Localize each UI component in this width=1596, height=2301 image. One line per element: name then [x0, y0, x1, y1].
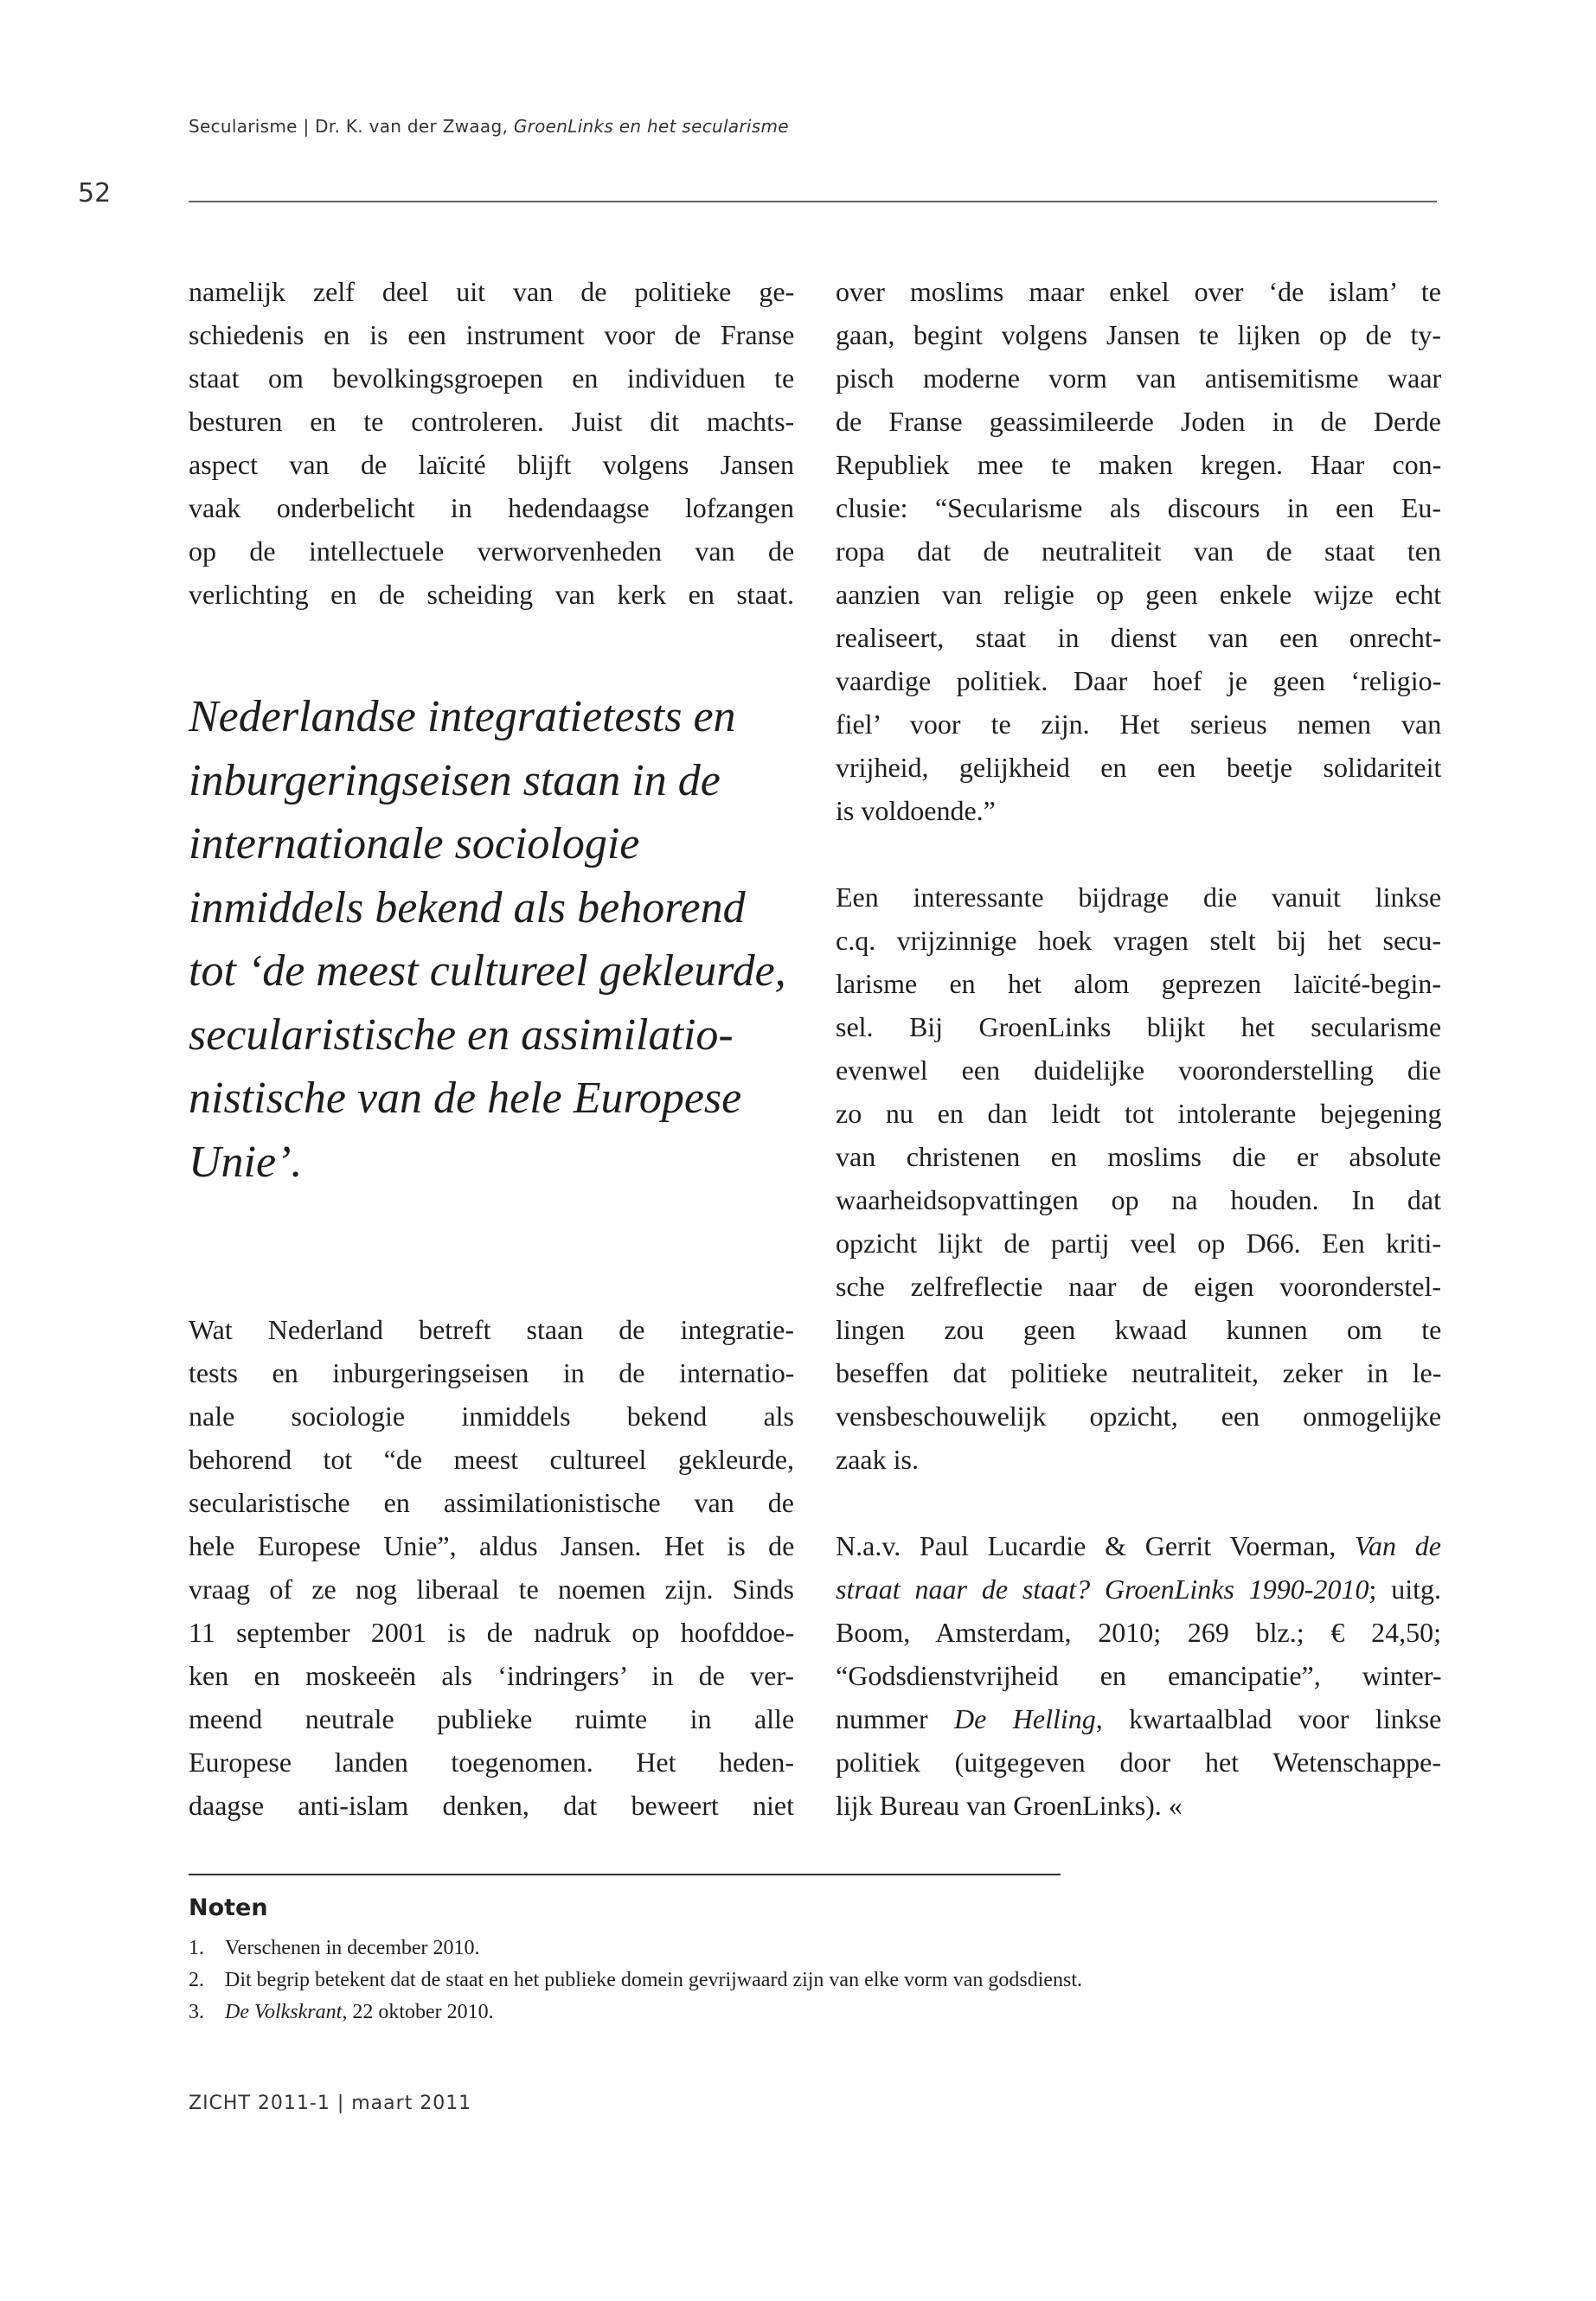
text-line: sel. Bij GroenLinks blijkt het secularisme	[836, 1011, 1442, 1042]
text-line: namelijk zelf deel uit van de politieke ge-	[189, 276, 795, 307]
left-column-para-1	[189, 270, 794, 616]
text-line: daagse anti-islam denken, dat beweert niet	[189, 1790, 794, 1821]
text-line: vensbeschouwelijk opzicht, een onmogelijke	[836, 1400, 1442, 1432]
citation-text: nummer	[836, 1703, 955, 1734]
text-line: lijk Bureau van GroenLinks). «	[836, 1790, 1183, 1821]
text-line: gaan, begint volgens Jansen te lijken op de ty-	[836, 319, 1441, 350]
header-rule	[189, 201, 1437, 202]
pull-quote-line: Nederlandse integratietests en	[189, 692, 736, 741]
running-head	[189, 116, 789, 137]
text-line: staat om bevolkingsgroepen en individuen te	[189, 362, 795, 394]
text-line: sche zelfreflectie naar de eigen vooronderstel-	[836, 1271, 1441, 1302]
text-line: Een interessante bijdrage die vanuit linkse	[836, 881, 1442, 913]
note-number: 1.	[189, 1937, 204, 1959]
text-line: Wat Nederland betreft staan de integratie-	[189, 1314, 794, 1345]
text-line: Boom, Amsterdam, 2010; 269 blz.; € 24,50;	[836, 1617, 1441, 1648]
note-item	[189, 1932, 1082, 1965]
citation-authors: N.a.v. Paul Lucardie & Gerrit Voerman,	[836, 1530, 1356, 1561]
text-line: schiedenis en is een instrument voor de Franse	[189, 319, 795, 350]
running-head-separator: |	[303, 116, 310, 137]
pull-quote	[189, 685, 811, 1194]
note-number: 2.	[189, 1969, 204, 1991]
text-line: zo nu en dan leidt tot intolerante bejegening	[836, 1098, 1442, 1129]
note-text: , 22 oktober 2010.	[342, 2001, 494, 2023]
text-line	[836, 1524, 1441, 1567]
text-line: “Godsdienstvrijheid en emancipatie”, winter-	[836, 1660, 1442, 1691]
text-line: verlichting en de scheiding van kerk en staat.	[189, 579, 794, 610]
running-head-title: GroenLinks en het secularisme	[513, 116, 789, 137]
text-line: clusie: “Secularisme als discours in een Eu-	[836, 492, 1441, 523]
footer-journal: ZICHT 2011-1	[189, 2093, 330, 2114]
text-line: vaardige politiek. Daar hoef je geen ‘religio-	[836, 665, 1442, 696]
page-number: 52	[78, 178, 112, 208]
text-line: Europese landen toegenomen. Het heden-	[189, 1747, 795, 1778]
text-line: Republiek mee te maken kregen. Haar con-	[836, 449, 1442, 480]
text-line: secularistische en assimilationistische van de	[189, 1487, 794, 1518]
magazine-title: De Helling	[954, 1703, 1096, 1734]
pull-quote-line: secularistische en assimilatio-	[189, 1009, 734, 1060]
note-item	[189, 1965, 1082, 1997]
running-head-section: Secularisme	[189, 116, 298, 137]
text-line: de Franse geassimileerde Joden in de Derde	[836, 406, 1441, 437]
left-column-para-2	[189, 1308, 794, 1827]
page-footer	[189, 2093, 471, 2114]
paragraph	[189, 270, 794, 616]
text-line	[836, 1697, 1441, 1740]
text-line: politiek (uitgegeven door het Wetenschappe-	[836, 1747, 1441, 1778]
text-line: pisch moderne vorm van antisemitisme waar	[836, 362, 1442, 394]
text-line: hele Europese Unie”, aldus Jansen. Het is de	[189, 1530, 795, 1561]
text-line: besturen en te controleren. Juist dit machts-	[189, 406, 795, 437]
text-line	[836, 1567, 1441, 1611]
citation-text: , kwartaalblad voor linkse	[1095, 1703, 1442, 1734]
pull-quote-line: nistische van de hele Europese	[189, 1074, 742, 1123]
text-line: larisme en het alom geprezen laïcité-begin-	[836, 968, 1441, 999]
text-line: van christenen en moslims die er absolute	[836, 1141, 1441, 1172]
text-line: c.q. vrijzinnige hoek vragen stelt bij het secu-	[836, 925, 1441, 956]
paragraph	[189, 1308, 794, 1827]
text-line: meend neutrale publieke ruimte in alle	[189, 1703, 795, 1734]
text-line: is voldoende.”	[836, 795, 996, 826]
right-column-para-1	[836, 270, 1441, 832]
text-line: fiel’ voor te zijn. Het serieus nemen van	[836, 708, 1442, 740]
note-item	[189, 1997, 1082, 2029]
pull-quote-line: internationale sociologie	[189, 819, 640, 868]
text-line: nale sociologie inmiddels bekend als	[189, 1400, 794, 1432]
text-line: tests en inburgeringseisen in de internatio-	[189, 1357, 795, 1388]
notes-title: Noten	[189, 1894, 268, 1921]
note-text: Verschenen in december 2010.	[225, 1937, 480, 1959]
footer-date: maart 2011	[351, 2093, 472, 2114]
text-line: lingen zou geen kwaad kunnen om te	[836, 1314, 1442, 1345]
book-title-part: straat naar de staat? GroenLinks 1990-2010	[836, 1574, 1369, 1605]
text-line: ropa dat de neutraliteit van de staat ten	[836, 535, 1441, 567]
pull-quote-line: tot ‘de meest cultureel gekleurde,	[189, 946, 786, 996]
notes-list	[189, 1932, 1082, 2029]
text-line: evenwel een duidelijke vooronderstelling die	[836, 1054, 1441, 1086]
text-line: beseffen dat politieke neutraliteit, zeker in le-	[836, 1357, 1442, 1388]
text-line: over moslims maar enkel over ‘de islam’ te	[836, 276, 1441, 307]
text-line: ken en moskeeën als ‘indringers’ in de ver-	[189, 1660, 794, 1691]
pull-quote-line: inburgeringseisen staan in de	[189, 755, 721, 805]
text-line: waarheidsopvattingen op na houden. In dat	[836, 1184, 1441, 1215]
text-line: vaak onderbelicht in hedendaagse lofzangen	[189, 492, 794, 523]
running-head-author: Dr. K. van der Zwaag,	[315, 116, 509, 137]
pull-quote-line: Unie’.	[189, 1137, 303, 1187]
book-citation	[836, 1524, 1441, 1827]
note-text: Dit begrip betekent dat de staat en het publieke domein gevrijwaard zijn van elke vorm van godsdienst.	[225, 1969, 1083, 1991]
text-line: aanzien van religie op geen enkele wijze echt	[836, 579, 1442, 610]
note-source-title: De Volkskrant	[225, 2001, 343, 2023]
citation-paragraph	[836, 1524, 1441, 1827]
notes-rule	[189, 1874, 1061, 1875]
text-line: 11 september 2001 is de nadruk op hoofddoe-	[189, 1617, 795, 1648]
pull-quote-line: inmiddels bekend als behorend	[189, 882, 746, 933]
note-number: 3.	[189, 2001, 204, 2023]
text-line: aspect van de laïcité blijft volgens Jansen	[189, 449, 794, 480]
text-line: behorend tot “de meest cultureel gekleurde,	[189, 1444, 794, 1475]
text-line: realiseert, staat in dienst van een onrecht-	[836, 622, 1442, 653]
paragraph	[836, 270, 1441, 832]
footer-separator: |	[337, 2093, 345, 2114]
text-line: opzicht lijkt de partij veel op D66. Een kriti-	[836, 1227, 1441, 1259]
citation-text: ; uitg.	[1368, 1574, 1441, 1605]
book-title-part: Van de	[1355, 1530, 1441, 1561]
paragraph	[836, 875, 1441, 1481]
text-line: vraag of ze nog liberaal te noemen zijn. Sinds	[189, 1574, 794, 1605]
text-line: op de intellectuele verworvenheden van de	[189, 535, 795, 567]
right-column-para-2	[836, 875, 1441, 1481]
text-line: zaak is.	[836, 1444, 919, 1475]
text-line: vrijheid, gelijkheid en een beetje solidariteit	[836, 752, 1442, 783]
